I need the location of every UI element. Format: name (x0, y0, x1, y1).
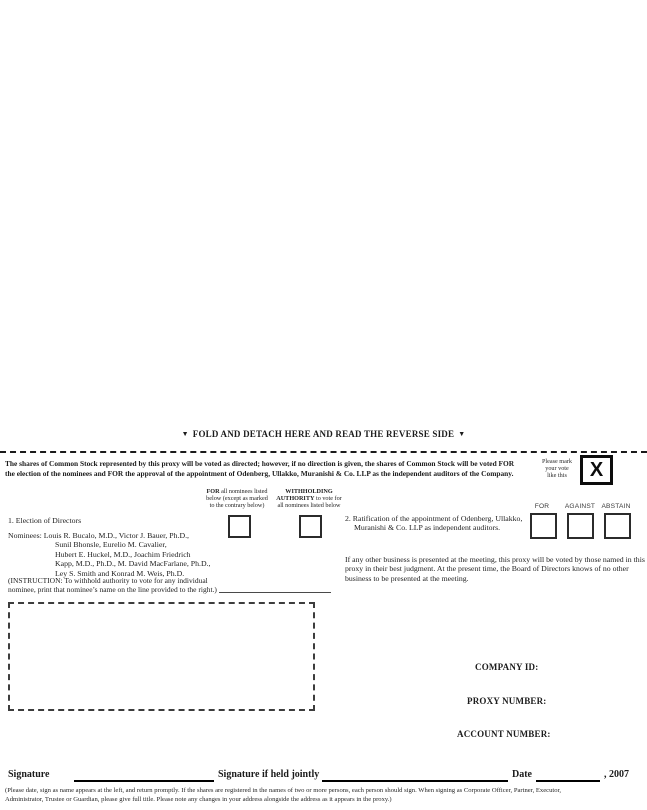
withholding-column-bold: WITHHOLDING (285, 488, 333, 495)
nominee-line: Nominees: Louis R. Bucalo, M.D., Victor J. Bauer, Ph.D., (8, 531, 189, 540)
down-arrow-icon: ▼ (458, 430, 466, 438)
account-number-label: ACCOUNT NUMBER: (457, 729, 551, 739)
voting-instructions-line: The shares of Common Stock represented by this proxy will be voted as directed; however, if no direction is given, the shares of Common Stock will be voted FOR (5, 459, 515, 468)
withholding-column-line: all nominees listed below (277, 502, 341, 510)
mark-vote-hint-line: like this (547, 471, 567, 479)
proposal-2 (345, 514, 522, 533)
voting-instructions-line: the election of the nominees and FOR the approval of the appointment of Odenberg, Ullakko, Muranishi & Co. LLP as the independent auditors of the Company. (5, 469, 514, 478)
fine-print (5, 787, 645, 804)
withholding-column-rest: to vote for (314, 495, 342, 503)
other-business-note (345, 555, 645, 583)
for-column-bold: FOR (206, 488, 220, 495)
proposal-2-line: Muranishi & Co. LLP as independent auditors. (354, 523, 501, 533)
fold-and-detach-text: FOLD AND DETACH HERE AND READ THE REVERSE SIDE (192, 429, 455, 439)
withhold-authority-checkbox[interactable] (299, 515, 322, 538)
year-label: , 2007 (604, 769, 629, 780)
voting-instructions-paragraph (5, 459, 535, 479)
date-label: Date (512, 769, 532, 780)
for-all-nominees-checkbox[interactable] (228, 515, 251, 538)
nominee-line: Hubert E. Huckel, M.D., Joachim Friedrich (55, 549, 191, 559)
for-label: FOR (534, 503, 550, 510)
fold-and-detach-line (0, 429, 647, 439)
fine-print-line: (Please date, sign as name appears at the left, and return promptly. If the shares are registered in the names of two or more persons, each person should sign. When signing as Corporate Officer, Partner, Executor, (5, 787, 562, 794)
other-business-line: business to be presented at the meeting. (345, 573, 469, 583)
sample-mark-box (580, 455, 613, 485)
against-label: AGAINST (564, 503, 596, 510)
withhold-instruction (8, 576, 217, 594)
mark-vote-hint-line: Please mark (541, 458, 573, 465)
withholding-column-header (270, 488, 348, 509)
signature-joint-label: Signature if held jointly (218, 769, 320, 780)
down-arrow-icon: ▼ (181, 430, 189, 438)
sample-x-mark: X (589, 458, 604, 481)
other-business-line: If any other business is presented at the meeting, this proxy will be voted by those named in this (345, 555, 645, 564)
proposal-2-line: 2. Ratification of the appointment of Odenberg, Ullakko, (345, 514, 523, 523)
withhold-instruction-line: (INSTRUCTION: To withhold authority to vote for any individual (8, 576, 208, 585)
ratification-for-checkbox[interactable] (530, 513, 557, 539)
nominees-list (8, 531, 211, 578)
nominee-name-line-input[interactable] (219, 585, 331, 593)
signature-line-input[interactable] (74, 770, 214, 782)
withhold-instruction-line: nominee, print that nominee’s name on the line provided to the right.) (8, 585, 217, 594)
nominee-line: Ley S. Smith and Konrad M. Weis, Ph.D. (55, 568, 185, 578)
signature-label: Signature (8, 769, 50, 780)
abstain-label: ABSTAIN (601, 503, 631, 510)
mark-vote-hint (536, 459, 578, 480)
for-column-line: to the contrary below) (209, 502, 265, 510)
for-column-line: below (except as marked (206, 495, 268, 503)
company-id-label: COMPANY ID: (475, 662, 539, 672)
withholding-column-bold: AUTHORITY (276, 495, 315, 503)
mark-vote-hint-line: your vote (545, 464, 569, 472)
signature-joint-line-input[interactable] (322, 770, 508, 782)
proposal-1-title: 1. Election of Directors (8, 516, 82, 525)
other-business-line: proxy in their best judgment. At the present time, the Board of Directors knows of no other (345, 564, 629, 574)
for-column-header (194, 488, 280, 509)
write-in-box[interactable] (8, 602, 315, 711)
proxy-number-label: PROXY NUMBER: (467, 696, 547, 706)
ratification-abstain-checkbox[interactable] (604, 513, 631, 539)
for-column-rest: all nominees listed (219, 488, 268, 495)
fine-print-line: Administrator, Trustee or Guardian, please give full title. Please note any changes in your address alongside the address as it appears in the proxy.) (5, 795, 392, 803)
nominee-line: Kapp, M.D., Ph.D., M. David MacFarlane, Ph.D., (55, 559, 211, 569)
nominee-line: Sunil Bhonsle, Eurelio M. Cavalier, (55, 540, 167, 550)
perforation-dashed-line (0, 451, 647, 453)
date-line-input[interactable] (536, 770, 600, 782)
ratification-against-checkbox[interactable] (567, 513, 594, 539)
